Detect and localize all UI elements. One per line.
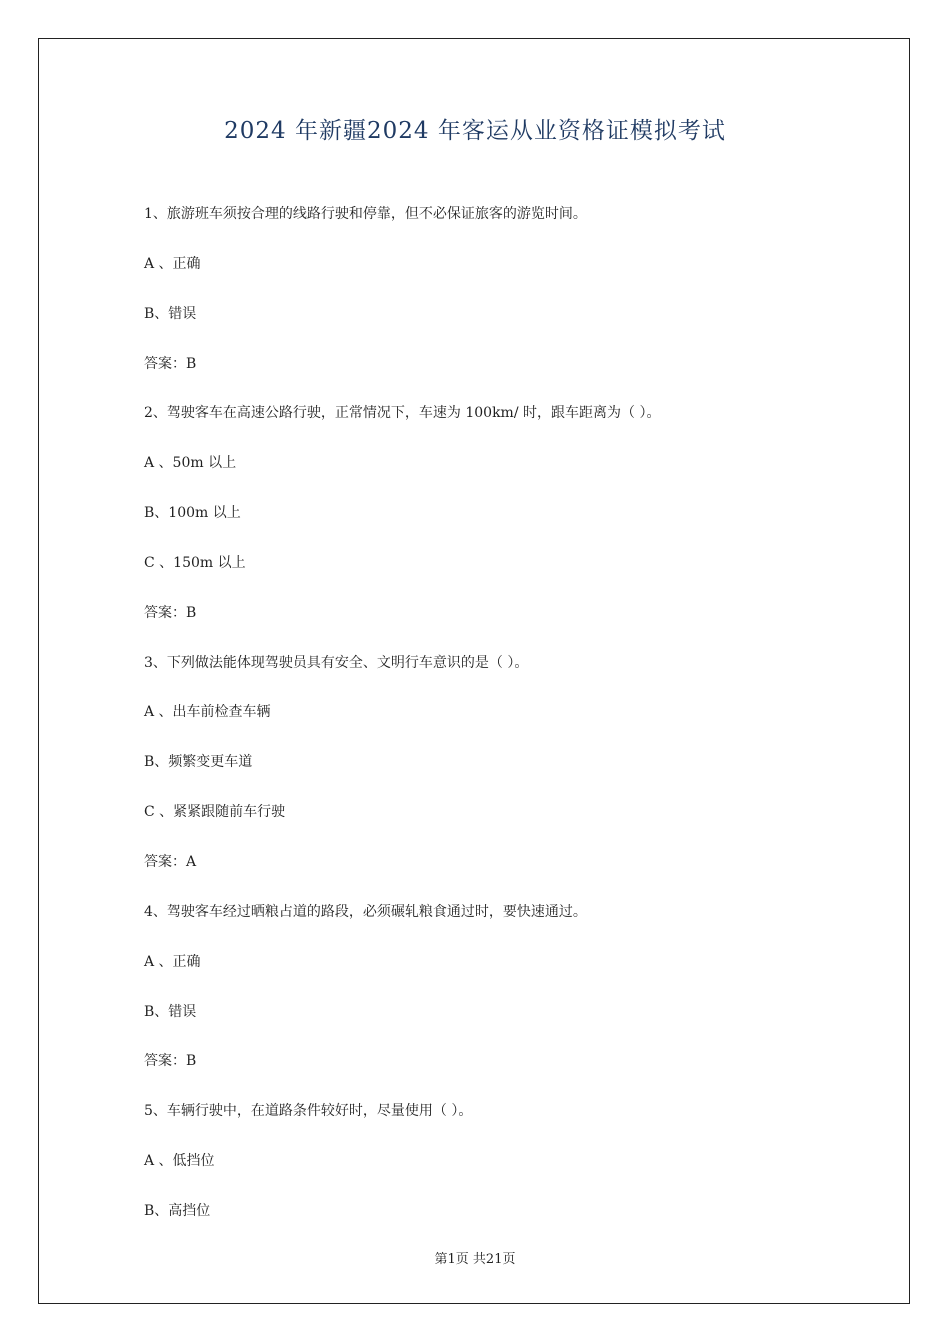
option-line: C 、紧紧跟随前车行驶 [144, 804, 286, 821]
question-list [144, 202, 864, 1249]
option-line: B、错误 [144, 1003, 197, 1020]
answer-line: 答案：B [144, 355, 197, 372]
option-line: B、100m 以上 [144, 505, 241, 522]
question-3: 3、下列做法能体现驾驶员具有安全、文明行车意识的是（ ）。 [144, 654, 529, 671]
answer-line: 答案：B [144, 1053, 197, 1070]
page-footer: 第1页 共21页 [434, 1252, 516, 1267]
option-line: B、错误 [144, 305, 197, 322]
option-line: A 、低挡位 [144, 1153, 215, 1170]
option-line: B、频繁变更车道 [144, 754, 253, 771]
option-line: A 、50m 以上 [144, 455, 237, 472]
answer-line: 答案：B [144, 604, 197, 621]
document-title: 2024 年新疆2024 年客运从业资格证模拟考试 [224, 118, 726, 144]
option-line: A 、出车前检查车辆 [144, 704, 271, 721]
option-line: C 、150m 以上 [144, 554, 246, 571]
answer-line: 答案：A [144, 853, 197, 870]
option-line: A 、正确 [144, 953, 201, 970]
question-4: 4、驾驶客车经过晒粮占道的路段，必须碾轧粮食通过时，要快速通过。 [144, 903, 587, 920]
option-line: B、高挡位 [144, 1202, 211, 1219]
option-line: A 、正确 [144, 255, 201, 272]
question-5: 5、车辆行驶中，在道路条件较好时，尽量使用（ ）。 [144, 1103, 473, 1120]
question-1: 1、旅游班车须按合理的线路行驶和停靠，但不必保证旅客的游览时间。 [144, 206, 587, 222]
question-2: 2、驾驶客车在高速公路行驶，正常情况下，车速为 100km/ 时，跟车距离为（ ）。 [144, 405, 661, 422]
